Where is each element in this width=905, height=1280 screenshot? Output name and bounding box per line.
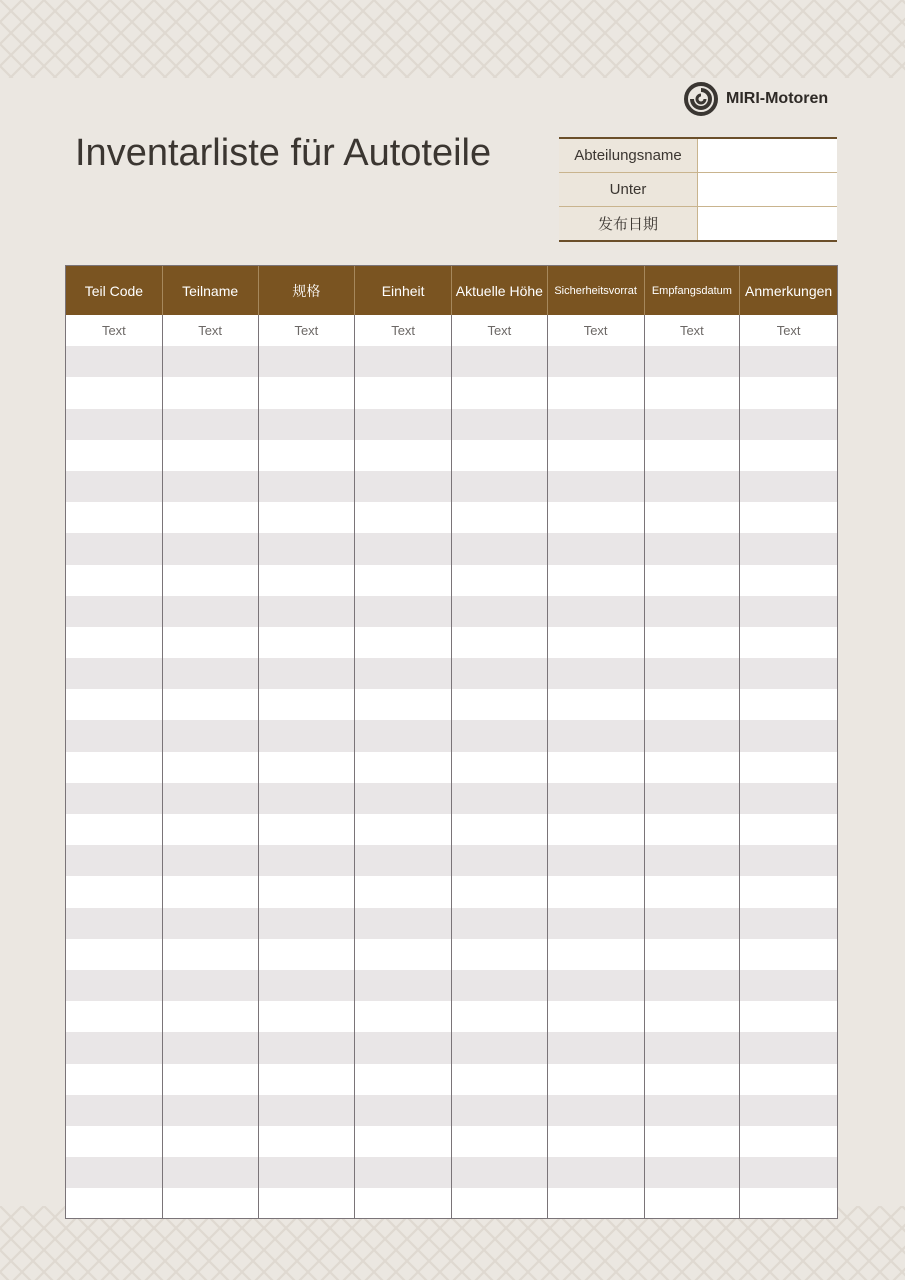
- table-cell[interactable]: [355, 876, 452, 907]
- table-cell[interactable]: [66, 502, 163, 533]
- table-cell[interactable]: [548, 908, 645, 939]
- table-cell[interactable]: [66, 658, 163, 689]
- table-cell[interactable]: [452, 939, 548, 970]
- info-row-unter: [559, 172, 837, 206]
- table-row: [66, 752, 837, 783]
- table-cell[interactable]: [740, 596, 837, 627]
- table-cell[interactable]: [548, 565, 645, 596]
- table-cell[interactable]: Text: [776, 323, 801, 339]
- table-cell[interactable]: [548, 1032, 645, 1063]
- table-cell[interactable]: [259, 1064, 356, 1095]
- table-cell[interactable]: [740, 1126, 837, 1157]
- table-cell[interactable]: [452, 1064, 548, 1095]
- table-cell[interactable]: [163, 565, 259, 596]
- table-body: [66, 346, 837, 1219]
- table-cell[interactable]: [355, 1001, 452, 1032]
- column-header: Aktuelle Höhe: [452, 266, 548, 315]
- table-cell[interactable]: [163, 720, 259, 751]
- table-cell[interactable]: [452, 814, 548, 845]
- column-header: Teilname: [163, 266, 259, 315]
- table-cell[interactable]: [355, 596, 452, 627]
- info-row-department: [559, 139, 837, 172]
- table-row: [66, 471, 837, 502]
- table-cell[interactable]: [66, 1064, 163, 1095]
- table-cell[interactable]: [452, 876, 548, 907]
- table-cell[interactable]: [452, 596, 548, 627]
- table-cell[interactable]: [740, 814, 837, 845]
- table-cell[interactable]: [355, 627, 452, 658]
- table-cell[interactable]: [645, 939, 741, 970]
- table-cell[interactable]: [259, 440, 356, 471]
- table-cell[interactable]: [66, 533, 163, 564]
- table-cell[interactable]: [355, 689, 452, 720]
- table-row: [66, 908, 837, 939]
- table-cell[interactable]: [163, 658, 259, 689]
- table-cell[interactable]: [163, 939, 259, 970]
- table-row: [66, 502, 837, 533]
- table-cell[interactable]: [355, 471, 452, 502]
- table-cell[interactable]: [452, 565, 548, 596]
- table-cell[interactable]: [355, 752, 452, 783]
- unter-field[interactable]: [698, 173, 837, 206]
- table-cell[interactable]: [645, 596, 741, 627]
- table-row: [66, 814, 837, 845]
- table-cell[interactable]: [740, 1032, 837, 1063]
- table-cell[interactable]: [163, 1032, 259, 1063]
- column-header: Empfangsdatum: [645, 266, 741, 315]
- table-cell[interactable]: [163, 1126, 259, 1157]
- table-cell[interactable]: Text: [66, 315, 163, 346]
- table-cell[interactable]: Text: [163, 315, 259, 346]
- table-cell[interactable]: [740, 409, 837, 440]
- table-row: [66, 409, 837, 440]
- table-cell[interactable]: [452, 908, 548, 939]
- table-cell[interactable]: [452, 409, 548, 440]
- table-cell[interactable]: [259, 1188, 356, 1219]
- table-cell[interactable]: [452, 1126, 548, 1157]
- table-cell[interactable]: [645, 720, 741, 751]
- column-header: 规格: [259, 266, 356, 315]
- table-cell[interactable]: [548, 720, 645, 751]
- table-cell[interactable]: [355, 1032, 452, 1063]
- table-cell[interactable]: [66, 1188, 163, 1219]
- table-cell[interactable]: [452, 783, 548, 814]
- column-header: Sicherheitsvorrat: [548, 266, 645, 315]
- table-cell[interactable]: [548, 689, 645, 720]
- table-cell[interactable]: [355, 814, 452, 845]
- table-cell[interactable]: [66, 845, 163, 876]
- inventory-table: [65, 265, 838, 1219]
- table-cell[interactable]: [66, 1095, 163, 1126]
- table-cell[interactable]: [66, 752, 163, 783]
- table-cell[interactable]: [645, 908, 741, 939]
- department-name-field[interactable]: [698, 139, 837, 172]
- table-cell[interactable]: [645, 502, 741, 533]
- table-row: [66, 533, 837, 564]
- table-cell[interactable]: [355, 409, 452, 440]
- table-row: [66, 627, 837, 658]
- table-cell[interactable]: [548, 814, 645, 845]
- table-cell[interactable]: [452, 752, 548, 783]
- table-cell[interactable]: [163, 1188, 259, 1219]
- table-cell[interactable]: [645, 533, 741, 564]
- table-cell[interactable]: [355, 533, 452, 564]
- table-cell[interactable]: [645, 1064, 741, 1095]
- table-cell[interactable]: [66, 440, 163, 471]
- table-cell[interactable]: [163, 783, 259, 814]
- table-cell[interactable]: [355, 502, 452, 533]
- table-cell[interactable]: [452, 970, 548, 1001]
- table-cell[interactable]: [259, 814, 356, 845]
- table-cell[interactable]: [163, 1001, 259, 1032]
- table-cell[interactable]: [259, 565, 356, 596]
- table-cell[interactable]: [66, 1001, 163, 1032]
- table-cell[interactable]: [452, 627, 548, 658]
- table-cell[interactable]: [66, 970, 163, 1001]
- table-cell[interactable]: [645, 565, 741, 596]
- table-cell[interactable]: [259, 783, 356, 814]
- table-cell[interactable]: [452, 720, 548, 751]
- table-cell[interactable]: [355, 1126, 452, 1157]
- table-row: [66, 1157, 837, 1188]
- table-cell[interactable]: [163, 689, 259, 720]
- table-row: [66, 1095, 837, 1126]
- table-cell[interactable]: [66, 720, 163, 751]
- table-cell[interactable]: [355, 1064, 452, 1095]
- table-cell[interactable]: [548, 502, 645, 533]
- table-row: [66, 783, 837, 814]
- table-cell[interactable]: [355, 1157, 452, 1188]
- table-cell[interactable]: [548, 939, 645, 970]
- table-cell[interactable]: [163, 533, 259, 564]
- table-cell[interactable]: [645, 440, 741, 471]
- table-cell[interactable]: [259, 876, 356, 907]
- table-row: [66, 689, 837, 720]
- table-cell[interactable]: [355, 377, 452, 408]
- table-cell[interactable]: [548, 596, 645, 627]
- table-row: [66, 876, 837, 907]
- table-cell[interactable]: [66, 814, 163, 845]
- table-cell[interactable]: [259, 845, 356, 876]
- table-cell[interactable]: [740, 783, 837, 814]
- table-cell[interactable]: [452, 1188, 548, 1219]
- table-cell[interactable]: [259, 1032, 356, 1063]
- table-cell[interactable]: [66, 689, 163, 720]
- table-cell[interactable]: [66, 876, 163, 907]
- table-cell[interactable]: [740, 1188, 837, 1219]
- table-cell[interactable]: [452, 502, 548, 533]
- table-cell[interactable]: [548, 845, 645, 876]
- table-row: [66, 939, 837, 970]
- table-cell[interactable]: Text: [355, 315, 452, 346]
- table-cell[interactable]: [452, 1157, 548, 1188]
- table-cell[interactable]: [548, 970, 645, 1001]
- table-cell[interactable]: [163, 876, 259, 907]
- table-cell[interactable]: [163, 502, 259, 533]
- table-cell[interactable]: [548, 377, 645, 408]
- table-cell[interactable]: [740, 346, 837, 377]
- table-cell[interactable]: [645, 627, 741, 658]
- table-cell[interactable]: [163, 627, 259, 658]
- table-cell[interactable]: [740, 502, 837, 533]
- table-cell[interactable]: [645, 1188, 741, 1219]
- table-cell[interactable]: [645, 1157, 741, 1188]
- column-header: Teil Code: [66, 266, 163, 315]
- table-cell[interactable]: [259, 596, 356, 627]
- table-cell[interactable]: [163, 814, 259, 845]
- table-cell[interactable]: [740, 720, 837, 751]
- table-cell[interactable]: [645, 346, 741, 377]
- table-row: [66, 720, 837, 751]
- table-cell[interactable]: [548, 627, 645, 658]
- table-cell[interactable]: [452, 1095, 548, 1126]
- table-cell[interactable]: [452, 689, 548, 720]
- table-cell[interactable]: [452, 471, 548, 502]
- table-cell[interactable]: [645, 658, 741, 689]
- table-cell[interactable]: [259, 939, 356, 970]
- table-cell[interactable]: [355, 845, 452, 876]
- table-cell[interactable]: Text: [645, 315, 741, 346]
- table-cell[interactable]: [66, 939, 163, 970]
- table-cell[interactable]: [548, 1188, 645, 1219]
- info-label: Unter: [559, 173, 698, 206]
- table-cell[interactable]: [548, 1001, 645, 1032]
- table-cell[interactable]: [548, 440, 645, 471]
- table-cell[interactable]: [740, 471, 837, 502]
- table-cell[interactable]: [452, 440, 548, 471]
- table-cell[interactable]: [740, 1095, 837, 1126]
- table-row: [66, 565, 837, 596]
- table-cell[interactable]: [740, 1157, 837, 1188]
- table-cell[interactable]: [548, 1095, 645, 1126]
- info-row-date: [559, 206, 837, 240]
- table-row: [66, 440, 837, 471]
- table-row: [66, 1032, 837, 1063]
- table-cell[interactable]: [740, 1064, 837, 1095]
- table-cell[interactable]: [66, 377, 163, 408]
- table-row: [66, 315, 837, 346]
- table-cell[interactable]: [355, 1188, 452, 1219]
- table-cell[interactable]: [259, 1095, 356, 1126]
- table-cell[interactable]: [645, 689, 741, 720]
- table-cell[interactable]: [740, 1001, 837, 1032]
- table-cell[interactable]: [355, 720, 452, 751]
- table-cell[interactable]: [355, 658, 452, 689]
- table-cell[interactable]: [740, 908, 837, 939]
- table-cell[interactable]: [163, 1157, 259, 1188]
- table-cell[interactable]: [645, 752, 741, 783]
- table-cell[interactable]: [645, 409, 741, 440]
- table-cell[interactable]: [740, 533, 837, 564]
- table-cell[interactable]: [66, 783, 163, 814]
- column-header: Anmerkungen: [745, 282, 833, 299]
- table-cell[interactable]: [163, 409, 259, 440]
- table-cell[interactable]: Text: [259, 315, 356, 346]
- table-cell[interactable]: [452, 845, 548, 876]
- table-cell[interactable]: [259, 377, 356, 408]
- table-cell[interactable]: Text: [548, 315, 645, 346]
- table-cell[interactable]: [355, 908, 452, 939]
- table-cell[interactable]: [645, 783, 741, 814]
- table-cell[interactable]: [355, 939, 452, 970]
- table-cell[interactable]: [452, 1001, 548, 1032]
- table-cell[interactable]: [66, 596, 163, 627]
- info-box: [559, 137, 837, 242]
- table-cell[interactable]: [355, 565, 452, 596]
- table-cell[interactable]: [740, 377, 837, 408]
- top-decorative-pattern: [0, 0, 905, 78]
- table-cell[interactable]: [66, 346, 163, 377]
- table-cell[interactable]: [355, 346, 452, 377]
- table-cell[interactable]: [163, 377, 259, 408]
- table-cell[interactable]: [645, 845, 741, 876]
- table-cell[interactable]: [645, 1126, 741, 1157]
- table-cell[interactable]: [259, 1126, 356, 1157]
- table-cell[interactable]: [259, 346, 356, 377]
- table-cell[interactable]: [645, 1001, 741, 1032]
- table-cell[interactable]: [645, 471, 741, 502]
- table-row: [66, 596, 837, 627]
- table-cell[interactable]: [259, 658, 356, 689]
- spiral-logo-icon: [684, 82, 718, 116]
- table-cell[interactable]: [740, 658, 837, 689]
- table-cell[interactable]: [259, 627, 356, 658]
- table-cell[interactable]: [163, 908, 259, 939]
- table-cell[interactable]: Text: [452, 315, 548, 346]
- table-cell[interactable]: [259, 409, 356, 440]
- table-cell[interactable]: [163, 1064, 259, 1095]
- table-cell[interactable]: [548, 658, 645, 689]
- table-cell[interactable]: [355, 783, 452, 814]
- table-cell[interactable]: [163, 440, 259, 471]
- table-cell[interactable]: [259, 1001, 356, 1032]
- table-cell[interactable]: [740, 440, 837, 471]
- table-row: [66, 346, 837, 377]
- table-cell[interactable]: [548, 783, 645, 814]
- table-cell[interactable]: [163, 1095, 259, 1126]
- release-date-field[interactable]: [698, 207, 837, 240]
- table-cell[interactable]: [355, 1095, 452, 1126]
- table-cell[interactable]: [66, 1157, 163, 1188]
- table-cell[interactable]: [645, 970, 741, 1001]
- table-cell[interactable]: [259, 471, 356, 502]
- table-cell[interactable]: [259, 752, 356, 783]
- table-cell[interactable]: [259, 1157, 356, 1188]
- table-cell[interactable]: [163, 845, 259, 876]
- table-cell[interactable]: [452, 658, 548, 689]
- table-cell[interactable]: [740, 565, 837, 596]
- table-cell[interactable]: [740, 627, 837, 658]
- brand-logo: [684, 82, 828, 116]
- table-cell[interactable]: [66, 908, 163, 939]
- table-cell[interactable]: [66, 565, 163, 596]
- table-cell[interactable]: [66, 1126, 163, 1157]
- table-cell[interactable]: [548, 876, 645, 907]
- table-row: [66, 1188, 837, 1219]
- table-row: [66, 1126, 837, 1157]
- table-cell[interactable]: [645, 1032, 741, 1063]
- table-cell[interactable]: [66, 627, 163, 658]
- table-cell[interactable]: [66, 471, 163, 502]
- table-cell[interactable]: [66, 409, 163, 440]
- brand-name: MIRI-Motoren: [726, 90, 829, 107]
- table-cell[interactable]: [740, 845, 837, 876]
- table-cell[interactable]: [259, 908, 356, 939]
- table-cell[interactable]: [163, 970, 259, 1001]
- table-cell[interactable]: [452, 377, 548, 408]
- table-cell[interactable]: [645, 377, 741, 408]
- table-cell[interactable]: [163, 596, 259, 627]
- table-cell[interactable]: [355, 440, 452, 471]
- page-title: Inventarliste für Autoteile: [75, 132, 492, 174]
- table-cell[interactable]: [645, 1095, 741, 1126]
- info-label: Abteilungsname: [559, 139, 698, 172]
- table-row: [66, 1001, 837, 1032]
- table-cell[interactable]: [548, 1064, 645, 1095]
- table-cell[interactable]: [740, 689, 837, 720]
- table-cell[interactable]: [259, 720, 356, 751]
- table-cell[interactable]: [740, 939, 837, 970]
- table-cell[interactable]: [548, 471, 645, 502]
- table-cell[interactable]: [740, 970, 837, 1001]
- table-row: [66, 845, 837, 876]
- table-row: [66, 970, 837, 1001]
- table-cell[interactable]: [645, 814, 741, 845]
- table-cell[interactable]: [163, 346, 259, 377]
- table-cell[interactable]: [66, 1032, 163, 1063]
- table-cell[interactable]: [548, 409, 645, 440]
- table-cell[interactable]: [452, 346, 548, 377]
- table-cell[interactable]: [259, 533, 356, 564]
- info-label: 发布日期: [559, 207, 698, 240]
- table-cell[interactable]: [163, 471, 259, 502]
- table-header: [66, 266, 837, 315]
- table-cell[interactable]: [548, 346, 645, 377]
- table-cell[interactable]: [740, 876, 837, 907]
- table-row: [66, 1064, 837, 1095]
- table-cell[interactable]: [259, 502, 356, 533]
- table-cell[interactable]: [548, 1126, 645, 1157]
- table-cell[interactable]: [548, 752, 645, 783]
- table-cell[interactable]: [259, 689, 356, 720]
- table-row: [66, 658, 837, 689]
- table-cell[interactable]: [645, 876, 741, 907]
- table-cell[interactable]: [548, 533, 645, 564]
- table-cell[interactable]: [740, 752, 837, 783]
- table-cell[interactable]: [452, 1032, 548, 1063]
- table-cell[interactable]: [355, 970, 452, 1001]
- table-cell[interactable]: [548, 1157, 645, 1188]
- column-header: Einheit: [355, 266, 452, 315]
- table-cell[interactable]: [163, 752, 259, 783]
- table-row: [66, 377, 837, 408]
- table-cell[interactable]: [259, 970, 356, 1001]
- table-cell[interactable]: [452, 533, 548, 564]
